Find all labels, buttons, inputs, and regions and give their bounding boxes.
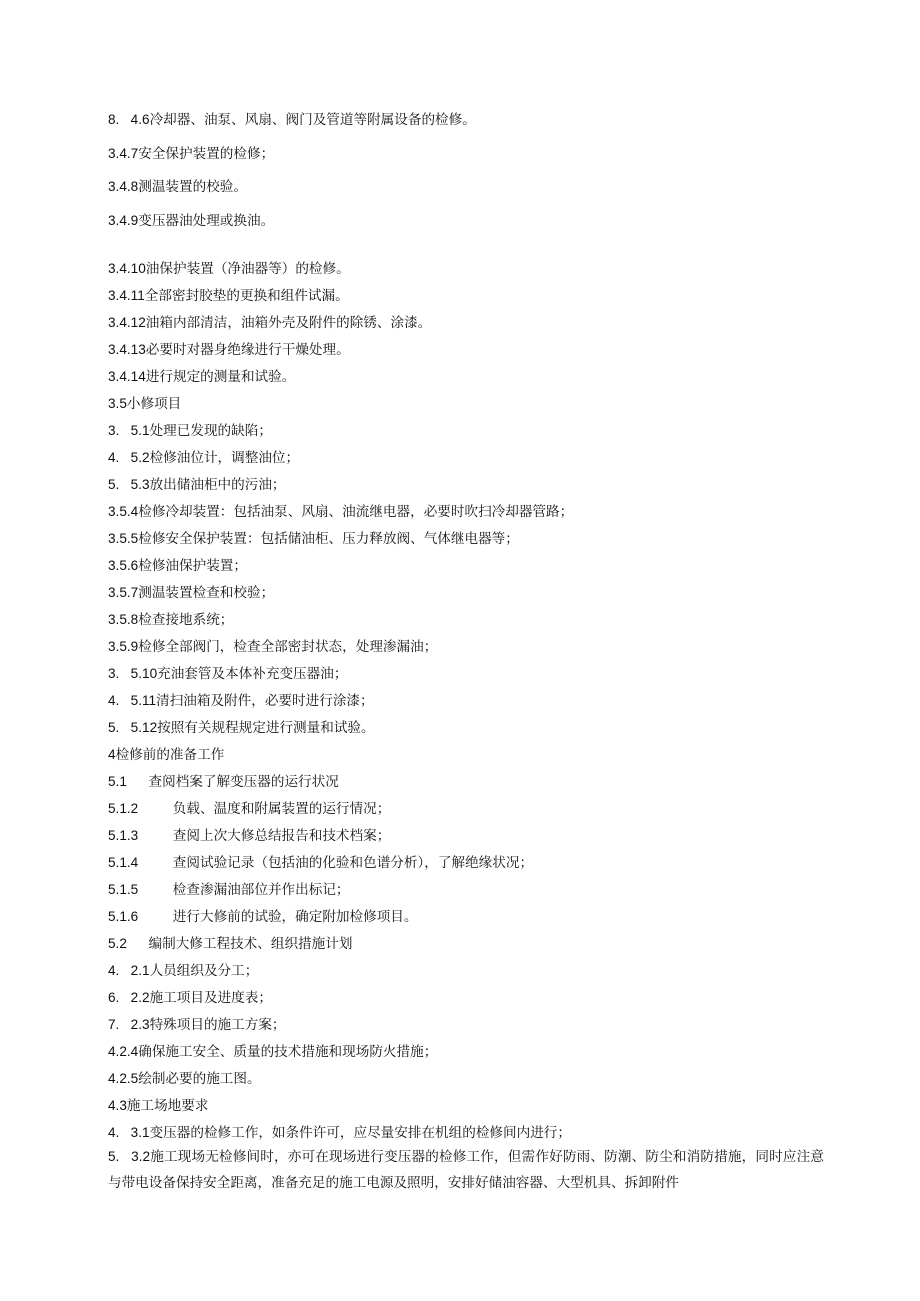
clause-number: 3. 5.10 bbox=[108, 666, 158, 681]
clause-number: 5. 5.3 bbox=[108, 477, 150, 492]
clause-number: 5.1.2 bbox=[108, 801, 139, 816]
clause-text: 确保施工安全、质量的技术措施和现场防火措施； bbox=[138, 1044, 438, 1060]
clause-number: 3.5.7 bbox=[108, 585, 139, 600]
clause-number: 7. 2.3 bbox=[108, 1017, 150, 1032]
clause-number: 4.2.5 bbox=[108, 1071, 139, 1086]
clause-number: 4. 3.1 bbox=[108, 1125, 150, 1140]
clause-text: 充油套管及本体补充变压器油； bbox=[157, 666, 348, 682]
clause-text: 处理已发现的缺陷； bbox=[149, 423, 272, 439]
clause-text: 冷却器、油泵、风扇、阀门及管道等附属设备的检修。 bbox=[149, 112, 476, 128]
clause-text: 施工现场无检修间时，亦可在现场进行变压器的检修工作，但需作好防雨、防潮、防尘和消防措施，同时应注意与带电设备保持安全距离，准备充足的施工电源及照明，安排好储油容器、大型机具、拆卸附件 bbox=[108, 1149, 824, 1191]
clause-number: 3.5.4 bbox=[108, 504, 139, 519]
clause-5-5-12 bbox=[108, 718, 824, 738]
clause-text: 查阅上次大修总结报告和技术档案； bbox=[138, 828, 391, 844]
clause-number: 4. 5.11 bbox=[108, 693, 157, 708]
clause-number: 5.1.4 bbox=[108, 855, 139, 870]
clause-number: 3.4.12 bbox=[108, 315, 146, 330]
clause-number: 3. 5.1 bbox=[108, 423, 150, 438]
clause-4-3-1 bbox=[108, 1123, 824, 1143]
clause-text: 人员组织及分工； bbox=[149, 963, 259, 979]
clause-text: 检修前的准备工作 bbox=[115, 747, 225, 763]
clause-number: 4.3 bbox=[108, 1098, 127, 1113]
clause-text: 进行规定的测量和试验。 bbox=[145, 369, 296, 385]
clause-text: 检修冷却装置：包括油泵、风扇、油流继电器，必要时吹扫冷却器管路； bbox=[138, 504, 574, 520]
clause-5-1-5 bbox=[108, 880, 824, 900]
clause-8-4-6 bbox=[108, 110, 824, 130]
clause-text: 查阅档案了解变压器的运行状况 bbox=[126, 774, 339, 790]
clause-text: 清扫油箱及附件，必要时进行涂漆； bbox=[156, 693, 374, 709]
clause-3-4-10 bbox=[108, 259, 824, 279]
clause-3-4-7 bbox=[108, 144, 824, 164]
clause-text: 检修油位计，调整油位； bbox=[149, 450, 300, 466]
clause-number: 3.5 bbox=[108, 396, 127, 411]
clause-7-2-3 bbox=[108, 1015, 824, 1035]
clause-3-5-9 bbox=[108, 637, 824, 657]
clause-number: 5.2 bbox=[108, 936, 127, 951]
clause-3-5-4 bbox=[108, 502, 824, 522]
clause-3-5-6 bbox=[108, 556, 824, 576]
clause-text: 检查渗漏油部位并作出标记； bbox=[138, 882, 350, 898]
clause-number: 5. 3.2 bbox=[108, 1149, 151, 1164]
clause-text: 绘制必要的施工图。 bbox=[138, 1071, 261, 1087]
clause-text: 小修项目 bbox=[126, 396, 182, 412]
clause-text: 油箱内部清洁，油箱外壳及附件的除锈、涂漆。 bbox=[145, 315, 432, 331]
clause-number: 3.4.8 bbox=[108, 179, 139, 194]
clause-number: 5. 5.12 bbox=[108, 720, 158, 735]
clause-number: 4.2.4 bbox=[108, 1044, 139, 1059]
clause-text: 检修油保护装置； bbox=[138, 558, 247, 574]
clause-text: 放出储油柜中的污油； bbox=[149, 477, 286, 493]
clause-number: 3.4.9 bbox=[108, 213, 139, 228]
clause-text: 按照有关规程规定进行测量和试验。 bbox=[157, 720, 375, 736]
clause-number: 5.1.3 bbox=[108, 828, 139, 843]
clause-number: 3.5.6 bbox=[108, 558, 139, 573]
clause-text: 检修全部阀门，检查全部密封状态，处理渗漏油； bbox=[138, 639, 438, 655]
clause-text: 安全保护装置的检修； bbox=[138, 146, 275, 162]
clause-4-5-2 bbox=[108, 448, 824, 468]
clause-4-5-11 bbox=[108, 691, 824, 711]
clause-text: 施工项目及进度表； bbox=[149, 990, 272, 1006]
section-4-heading bbox=[108, 745, 824, 765]
clause-text: 施工场地要求 bbox=[126, 1098, 209, 1114]
clause-3-4-8 bbox=[108, 177, 824, 197]
clause-text: 负载、温度和附属装置的运行情况； bbox=[138, 801, 391, 817]
clause-number: 4 bbox=[108, 747, 116, 762]
clause-3-4-14 bbox=[108, 367, 824, 387]
clause-3-4-12 bbox=[108, 313, 824, 333]
clause-number: 3.4.14 bbox=[108, 369, 146, 384]
clause-3-5-5 bbox=[108, 529, 824, 549]
clause-number: 4. 2.1 bbox=[108, 963, 150, 978]
clause-text: 检查接地系统； bbox=[138, 612, 234, 628]
clause-text: 必要时对器身绝缘进行干燥处理。 bbox=[145, 342, 350, 358]
section-3-5-heading bbox=[108, 394, 824, 414]
clause-text: 测温装置检查和校验； bbox=[138, 585, 275, 601]
clause-number: 3.4.7 bbox=[108, 146, 139, 161]
clause-number: 3.4.13 bbox=[108, 342, 146, 357]
clause-5-5-3 bbox=[108, 475, 824, 495]
clause-text: 特殊项目的施工方案； bbox=[149, 1017, 286, 1033]
clause-number: 3.5.8 bbox=[108, 612, 139, 627]
clause-text: 测温装置的校验。 bbox=[138, 179, 247, 195]
clause-3-4-11 bbox=[108, 286, 824, 306]
clause-5-2 bbox=[108, 934, 824, 954]
clause-number: 5.1.6 bbox=[108, 909, 139, 924]
clause-5-1 bbox=[108, 772, 824, 792]
clause-number: 5.1 bbox=[108, 774, 127, 789]
clause-3-5-7 bbox=[108, 583, 824, 603]
clause-5-3-2 bbox=[108, 1144, 824, 1196]
clause-3-5-8 bbox=[108, 610, 824, 630]
clause-number: 5.1.5 bbox=[108, 882, 139, 897]
clause-number: 3.5.5 bbox=[108, 531, 139, 546]
clause-5-1-2 bbox=[108, 799, 824, 819]
clause-4-2-1 bbox=[108, 961, 824, 981]
clause-text: 变压器的检修工作，如条件许可，应尽量安排在机组的检修间内进行； bbox=[149, 1125, 571, 1141]
clause-number: 3.4.11 bbox=[108, 288, 145, 303]
clause-3-4-9 bbox=[108, 211, 824, 231]
clause-number: 6. 2.2 bbox=[108, 990, 150, 1005]
clause-4-2-4 bbox=[108, 1042, 824, 1062]
clause-5-1-3 bbox=[108, 826, 824, 846]
clause-3-5-10 bbox=[108, 664, 824, 684]
clause-number: 4. 5.2 bbox=[108, 450, 150, 465]
clause-text: 查阅试验记录（包括油的化验和色谱分析），了解绝缘状况； bbox=[138, 855, 534, 871]
clause-4-2-5 bbox=[108, 1069, 824, 1089]
clause-5-1-4 bbox=[108, 853, 824, 873]
clause-text: 变压器油处理或换油。 bbox=[138, 213, 275, 229]
clause-text: 检修安全保护装置：包括储油柜、压力释放阀、气体继电器等； bbox=[138, 531, 519, 547]
clause-text: 油保护装置（净油器等）的检修。 bbox=[145, 261, 350, 277]
clause-text: 进行大修前的试验，确定附加检修项目。 bbox=[138, 909, 418, 925]
section-4-3-heading bbox=[108, 1096, 824, 1116]
clause-number: 8. 4.6 bbox=[108, 112, 150, 127]
clause-6-2-2 bbox=[108, 988, 824, 1008]
clause-5-1-6 bbox=[108, 907, 824, 927]
clause-text: 编制大修工程技术、组织措施计划 bbox=[126, 936, 353, 952]
clause-number: 3.4.10 bbox=[108, 261, 146, 276]
clause-3-5-1 bbox=[108, 421, 824, 441]
clause-3-4-13 bbox=[108, 340, 824, 360]
clause-number: 3.5.9 bbox=[108, 639, 139, 654]
clause-text: 全部密封胶垫的更换和组件试漏。 bbox=[144, 288, 349, 304]
